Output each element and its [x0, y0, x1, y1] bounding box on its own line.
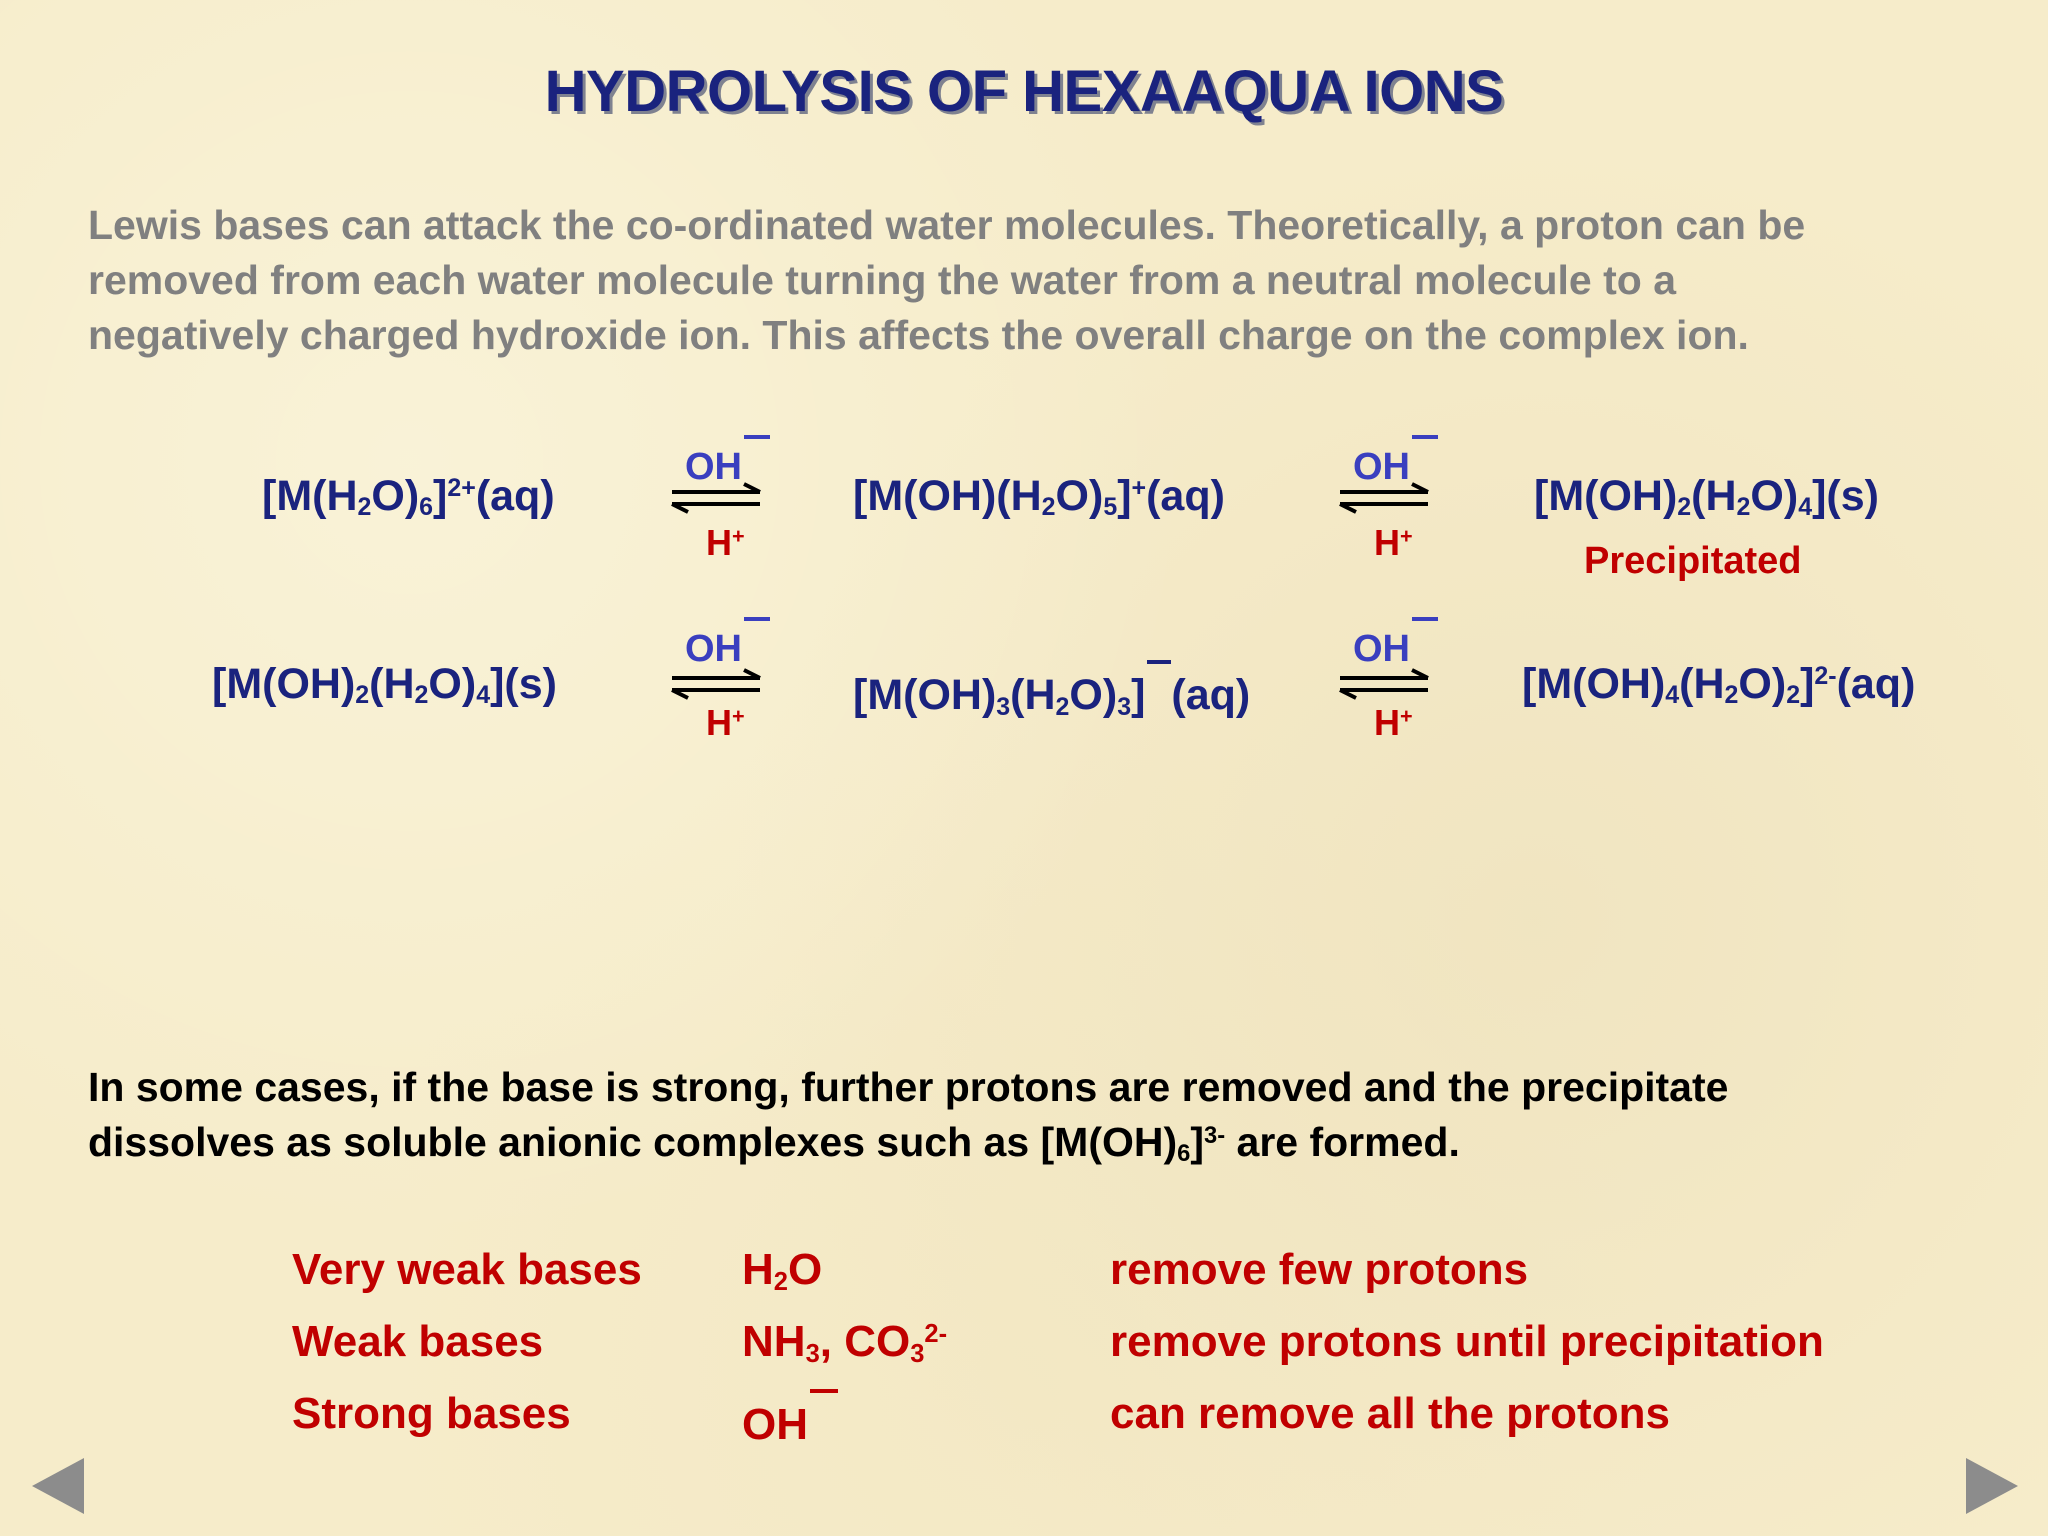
- reagent-hydroxide: OH: [685, 617, 770, 671]
- base-formula: OH: [742, 1389, 838, 1450]
- next-slide-triangle-right-icon[interactable]: [1966, 1458, 2018, 1514]
- species-hydroxo-pentaaqua-ion: $[M(OH)(H_2O)_5]^+(aq)$: [853, 472, 1225, 522]
- base-formula: $H_2O$: [742, 1245, 823, 1296]
- reagent-proton: H+: [1374, 522, 1413, 563]
- intro-line: negatively charged hydroxide ion. This affects the overall charge on the complex ion.: [88, 312, 1749, 358]
- reagent-hydroxide: OH: [685, 435, 770, 489]
- slide-title: HYDROLYSIS OF HEXAAQUA IONS: [544, 59, 1504, 124]
- intro-paragraph: [88, 198, 1805, 363]
- reagent-proton: H+: [706, 522, 745, 563]
- reagent-proton: H+: [1374, 702, 1413, 743]
- previous-slide-triangle-left-icon[interactable]: [32, 1458, 84, 1514]
- species-trihydroxo-triaqua-ion: $[M(OH)_3(H_2O)_3]$ (aq): [853, 660, 1250, 720]
- reagent-hydroxide: OH: [1353, 435, 1438, 489]
- reagent-hydroxide: OH: [1353, 617, 1438, 671]
- species-dihydroxo-tetraaqua-precipitate: $[M(OH)_2(H_2O)_4](s)$: [1534, 472, 1879, 522]
- reagent-proton: H+: [706, 702, 745, 743]
- note-line: dissolves as soluble anionic complexes such as $[M(OH)_6]^{3-}$ are formed.: [88, 1119, 1460, 1168]
- intro-line: removed from each water molecule turning the water from a neutral molecule to a: [88, 257, 1677, 303]
- base-strength-label: Weak bases: [292, 1317, 544, 1366]
- base-effect: can remove all the protons: [1110, 1389, 1670, 1438]
- species-tetrahydroxo-diaqua-ion: $[M(OH)_4(H_2O)_2]^{2-}(aq)$: [1522, 660, 1916, 710]
- equilibrium-arrow-icon: [668, 482, 768, 516]
- note-line: In some cases, if the base is strong, further protons are removed and the precipitate: [88, 1064, 1729, 1110]
- species-hexaaqua-ion: $[M(H_2O)_6]^{2+}(aq)$: [262, 472, 555, 522]
- equilibrium-arrow-icon: [1336, 482, 1436, 516]
- equilibrium-arrow-icon: [1336, 668, 1436, 702]
- precipitated-label: Precipitated: [1584, 540, 1802, 582]
- base-formula: $NH_3$, $CO_3^{2-}$: [742, 1317, 948, 1368]
- base-strength-label: Very weak bases: [292, 1245, 642, 1294]
- base-effect: remove protons until precipitation: [1110, 1317, 1824, 1366]
- intro-line: Lewis bases can attack the co-ordinated water molecules. Theoretically, a proton can be: [88, 202, 1806, 248]
- base-strength-label: Strong bases: [292, 1389, 571, 1438]
- species-dihydroxo-tetraaqua-solid: $[M(OH)_2(H_2O)_4](s)$: [212, 660, 557, 710]
- note-paragraph: [88, 1060, 1728, 1170]
- equilibrium-arrow-icon: [668, 668, 768, 702]
- base-effect: remove few protons: [1110, 1245, 1529, 1294]
